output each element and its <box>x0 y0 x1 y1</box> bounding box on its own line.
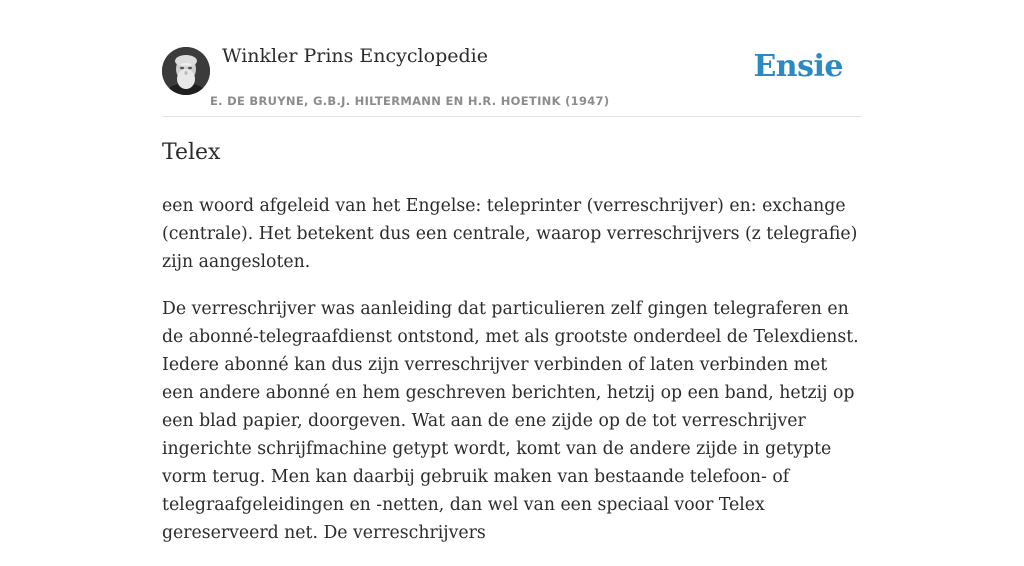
page <box>162 0 862 543</box>
encyclopedia-title[interactable]: Winkler Prins Encyclopedie <box>222 45 488 67</box>
article-body <box>162 192 862 566</box>
ensie-logo[interactable]: Ensie <box>753 49 843 84</box>
authors-line: E. DE BRUYNE, G.B.J. HILTERMANN EN H.R. HOETINK (1947) <box>210 94 610 108</box>
header <box>162 0 862 117</box>
author-portrait-image <box>162 47 210 95</box>
article-paragraph: een woord afgeleid van het Engelse: teleprinter (verreschrijver) en: exchange (centrale). Het betekent dus een centrale, waarop verreschrijvers (z telegrafie) zijn aangesloten. <box>162 196 858 272</box>
author-avatar[interactable] <box>162 47 210 95</box>
article-paragraph: De verreschrijver was aanleiding dat particulieren zelf gingen telegraferen en de abonné-telegraafdienst ontstond, met als grootste onderdeel de Telexdienst. Iedere abonné kan dus zijn verreschrijver verbinden of laten verbinden met een andere abonné en hem geschreven berichten, hetzij op een band, hetzij op een blad papier, doorgeven. Wat aan de ene zijde op de tot verreschrijver ingerichte schrijfmachine getypt wordt, komt van de andere zijde in getypte vorm terug. Men kan daarbij gebruik maken van bestaande telefoon- of telegraafgeleidingen en -netten, dan wel van een speciaal voor Telex gereserveerd net. De verreschrijvers <box>162 299 859 543</box>
article-title: Telex <box>162 140 221 165</box>
